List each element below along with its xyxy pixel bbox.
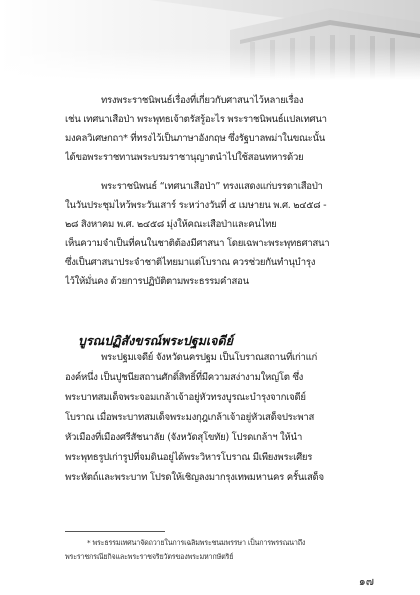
body-line: พระบาทสมเด็จพระจอมเกล้าเจ้าอยู่หัวทรงบูรณะบำรุงจากเจดีย์ <box>65 392 306 403</box>
footnote-line: พระราชกรณียกิจและพระราชจริยวัตรของพระมหากษัตริย์ <box>65 552 234 561</box>
body-line: เห็นความจำเป็นที่คนในชาติต้องมีศาสนา โดยเฉพาะพระพุทธศาสนา <box>65 238 330 249</box>
body-line: ไว้ให้มั่นคง ด้วยการปฏิบัติตามพระธรรมคำสอน <box>65 276 249 287</box>
body-line: ๒๘ สิงหาคม พ.ศ. ๒๔๕๘ มุ่งให้คณะเสือป่าและคนไทย <box>65 219 277 230</box>
page-number: ๑๗ <box>358 575 374 588</box>
body-line: ซึ่งเป็นศาสนาประจำชาติไทยมาแต่โบราณ ควรช่วยกันทำนุบำรุง <box>65 257 316 268</box>
body-line: ทรงพระราชนิพนธ์เรื่องที่เกี่ยวกับศาสนาไว้หลายเรื่อง <box>101 95 304 106</box>
footnote-line: * พระธรรมเทศนาจัดถวายในการเฉลิมพระชนมพรรษา เป็นการพรรณนาถึง <box>87 538 306 547</box>
body-line: พระหัตถ์และพระบาท โปรดให้เชิญลงมากรุงเทพมหานคร ครั้นเสด็จ <box>65 472 324 483</box>
body-line: เช่น เทศนาเสือป่า พระพุทธเจ้าตรัสรู้อะไร พระราชนิพนธ์แปลเทศนา <box>65 114 327 125</box>
building-illustration <box>0 0 420 80</box>
body-line: หัวเมืองที่เมืองศรีสัชนาลัย (จังหวัดสุโขทัย) โปรดเกล้าฯ ให้นำ <box>65 432 303 443</box>
footnote-divider <box>65 531 165 532</box>
body-line: พระปฐมเจดีย์ จังหวัดนครปฐม เป็นโบราณสถานที่เก่าแก่ <box>101 352 317 363</box>
body-line: ได้ขอพระราชทานพระบรมราชานุญาตนำไปใช้สอนทหารด้วย <box>65 152 304 163</box>
body-line: พระพุทธรูปเก่ารูปที่จมดินอยู่ได้พระวิหารโบราณ มีเพียงพระเศียร <box>65 452 313 463</box>
body-line: ในวันประชุมไหว้พระวันเสาร์ ระหว่างวันที่ ๕ เมษายน พ.ศ. ๒๔๕๘ - <box>65 200 327 211</box>
body-line: โบราณ เมื่อพระบาทสมเด็จพระมงกุฎเกล้าเจ้าอยู่หัวเสด็จประพาส <box>65 412 315 423</box>
body-line: พระราชนิพนธ์ “เทศนาเสือป่า” ทรงแสดงแก่บรรดาเสือป่า <box>101 181 323 192</box>
body-line: มงคลวิเศษกถา* ที่ทรงไว้เป็นภาษาอังกฤษ ซึ่งรัฐบาลพม่าในขณะนั้น <box>65 133 326 144</box>
section-heading: บูรณปฏิสังขรณ์พระปฐมเจดีย์ <box>78 333 233 348</box>
body-line: องค์หนึ่ง เป็นปูชนียสถานศักดิ์สิทธิ์ที่มีความสง่างามใหญ่โต ซึ่ง <box>65 372 304 383</box>
